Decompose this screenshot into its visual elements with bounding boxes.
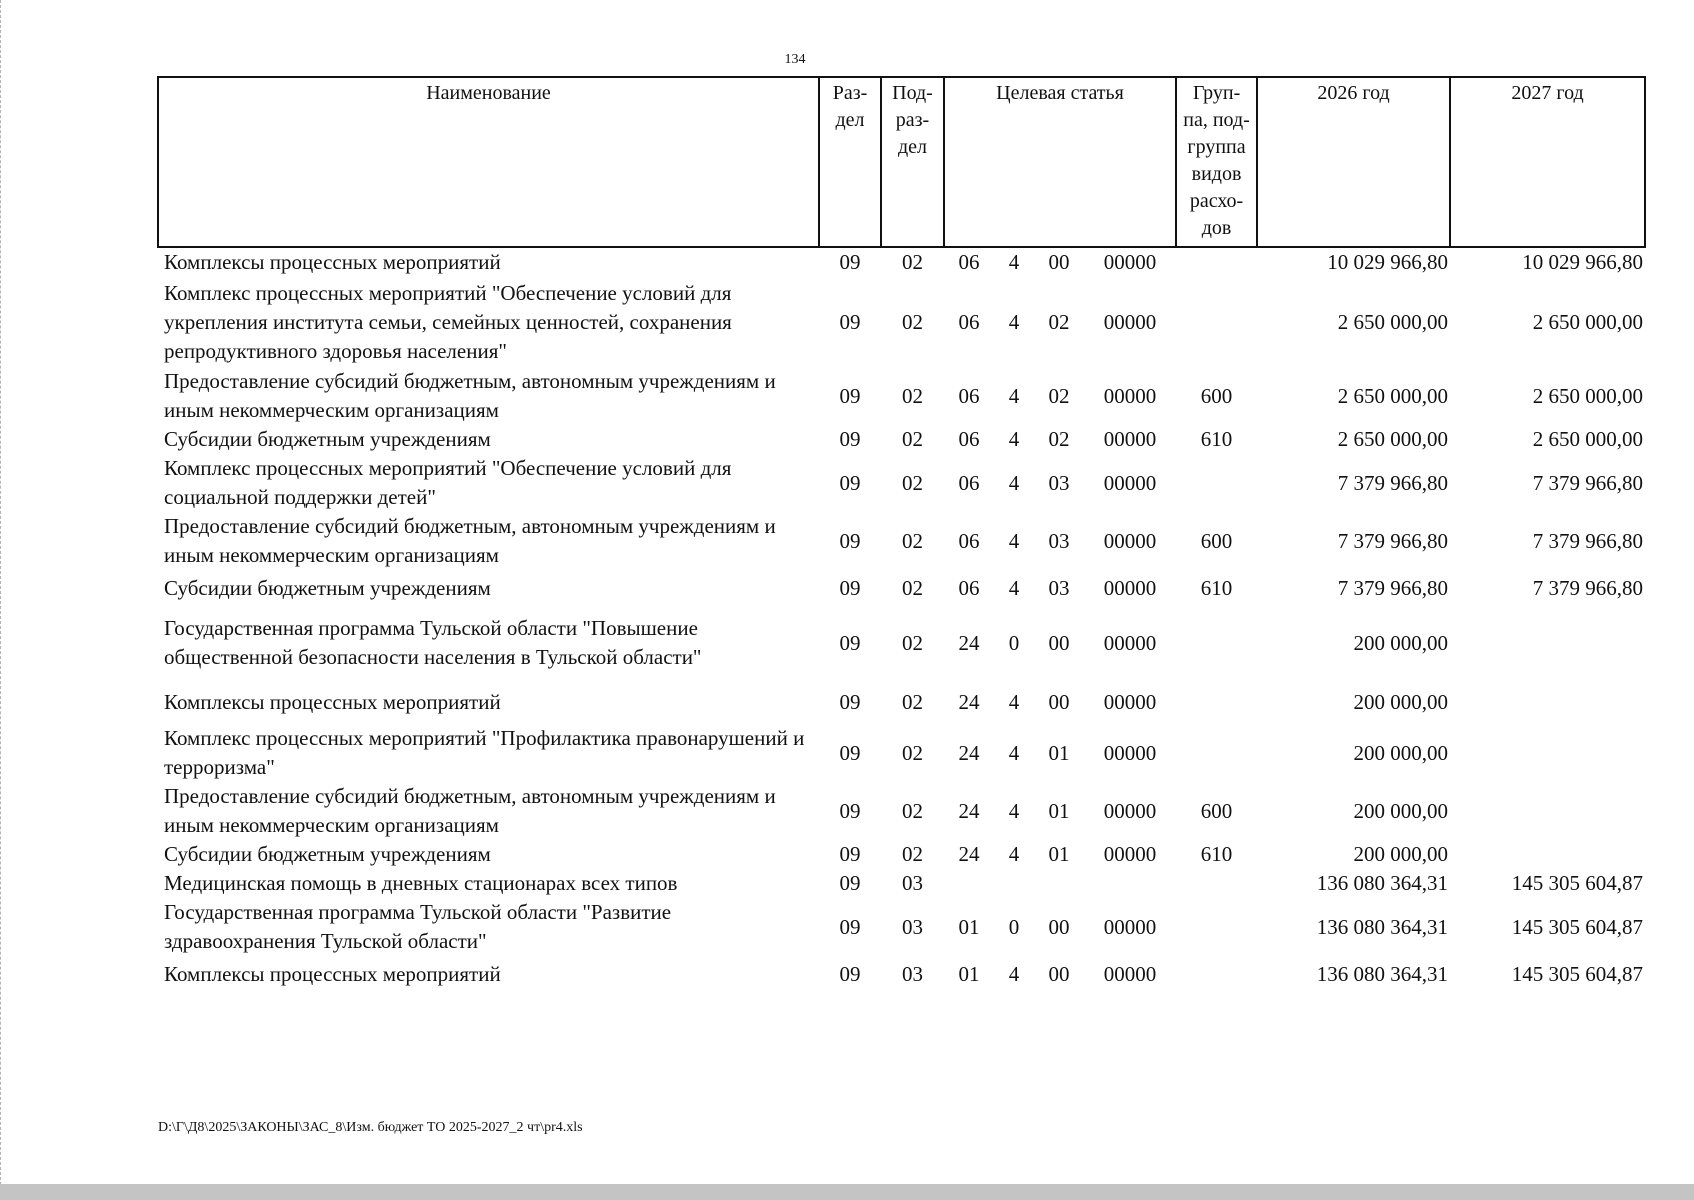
cell-target-type: 4: [1008, 250, 1020, 274]
cell-amount-2027: 10 029 966,80: [1522, 250, 1644, 274]
cell-target-type: 4: [1008, 575, 1020, 600]
cell-target-program: 06: [958, 528, 980, 553]
table-row: [158, 782, 1645, 840]
table-row: [158, 425, 1645, 454]
cell-target-type: 4: [1008, 798, 1020, 823]
cell-amount-2027: [1450, 782, 1645, 840]
cell-target-program: 01: [958, 961, 980, 986]
cell-name: Предоставление субсидий бюджетным, автономным учреждениям и иным некоммерческим организациям: [164, 514, 776, 567]
cell-target-program: 24: [958, 630, 980, 655]
table-row: [158, 367, 1645, 425]
cell-amount-2026: 7 379 966,80: [1337, 575, 1449, 600]
table-row: [158, 680, 1645, 724]
cell-name: Государственная программа Тульской области "Повышение общественной безопасности населения в Тульской области": [164, 616, 702, 669]
cell-target-direction: 00000: [1103, 842, 1157, 866]
header-podrazdel: Под- раз- дел: [881, 77, 944, 247]
cell-target-subprogram: 00: [1048, 961, 1070, 986]
cell-target-program: 06: [958, 309, 980, 334]
cell-name: Государственная программа Тульской области "Развитие здравоохранения Тульской области": [164, 900, 672, 953]
table-row: [158, 247, 1645, 277]
cell-name: Предоставление субсидий бюджетным, автономным учреждениям и иным некоммерческим организациям: [164, 784, 776, 837]
cell-podrazdel: 02: [902, 383, 923, 408]
cell-target-program: 24: [958, 689, 980, 714]
cell-name: Предоставление субсидий бюджетным, автономным учреждениям и иным некоммерческим организациям: [164, 369, 776, 422]
cell-target-direction: 00000: [1103, 309, 1157, 334]
cell-target-type: 4: [1008, 309, 1020, 334]
cell-target-direction: 00000: [1103, 575, 1157, 600]
cell-razdel: 09: [839, 528, 861, 553]
cell-target-subprogram: 03: [1048, 470, 1070, 495]
table-row: [158, 277, 1645, 367]
cell-target-subprogram: [1034, 869, 1084, 898]
cell-amount-2027: 2 650 000,00: [1532, 383, 1644, 408]
cell-expense-group: [1176, 898, 1257, 956]
header-target-article: Целевая статья: [944, 77, 1176, 247]
cell-target-program: 06: [958, 470, 980, 495]
cell-target-type: 4: [1008, 961, 1020, 986]
cell-razdel: 09: [839, 961, 861, 986]
cell-razdel: 09: [839, 871, 861, 895]
cell-podrazdel: 03: [902, 914, 923, 939]
cell-amount-2027: 145 305 604,87: [1511, 961, 1644, 986]
cell-amount-2026: 200 000,00: [1353, 740, 1449, 765]
header-name: Наименование: [158, 77, 819, 247]
cell-amount-2026: 10 029 966,80: [1327, 250, 1449, 274]
cell-target-direction: 00000: [1103, 528, 1157, 553]
cell-target-program: 24: [958, 740, 980, 765]
cell-podrazdel: 02: [902, 575, 923, 600]
cell-target-subprogram: 00: [1048, 689, 1070, 714]
cell-target-direction: 00000: [1103, 961, 1157, 986]
cell-target-subprogram: 02: [1048, 383, 1070, 408]
cell-amount-2026: 200 000,00: [1353, 630, 1449, 655]
cell-target-subprogram: 02: [1048, 427, 1070, 451]
cell-podrazdel: 02: [902, 250, 923, 274]
cell-target-direction: 00000: [1103, 740, 1157, 765]
cell-target-type: 4: [1008, 740, 1020, 765]
scan-edge: [0, 0, 5, 1200]
cell-target-program: 24: [958, 842, 980, 866]
cell-amount-2027: [1450, 606, 1645, 680]
cell-razdel: 09: [839, 689, 861, 714]
cell-razdel: 09: [839, 427, 861, 451]
cell-podrazdel: 02: [902, 528, 923, 553]
cell-name: Комплекс процессных мероприятий "Обеспечение условий для укрепления института семьи, семейных ценностей, сохранения репродуктивного здоровья населения": [164, 280, 732, 363]
header-2027: 2027 год: [1450, 77, 1645, 247]
cell-amount-2027: 2 650 000,00: [1532, 427, 1644, 451]
cell-podrazdel: 03: [902, 961, 923, 986]
cell-amount-2026: 136 080 364,31: [1316, 871, 1449, 895]
cell-podrazdel: 02: [902, 842, 923, 866]
cell-target-direction: 00000: [1103, 630, 1157, 655]
cell-amount-2027: [1450, 724, 1645, 782]
cell-target-subprogram: 03: [1048, 575, 1070, 600]
cell-razdel: 09: [839, 470, 861, 495]
table-row: [158, 454, 1645, 512]
cell-target-program: 24: [958, 798, 980, 823]
header-2026: 2026 год: [1257, 77, 1450, 247]
cell-target-type: [994, 869, 1034, 898]
table-row: [158, 869, 1645, 898]
cell-target-direction: 00000: [1103, 470, 1157, 495]
cell-target-type: 4: [1008, 383, 1020, 408]
cell-razdel: 09: [839, 798, 861, 823]
header-razdel: Раз- дел: [819, 77, 881, 247]
cell-target-subprogram: 00: [1048, 250, 1070, 274]
cell-target-subprogram: 02: [1048, 309, 1070, 334]
cell-name: Субсидии бюджетным учреждениям: [164, 842, 491, 866]
cell-podrazdel: 02: [902, 689, 923, 714]
cell-amount-2027: 2 650 000,00: [1532, 309, 1644, 334]
cell-amount-2027: 7 379 966,80: [1532, 575, 1644, 600]
table-body: [158, 247, 1645, 992]
cell-expense-group: 610: [1200, 427, 1233, 451]
cell-amount-2026: 200 000,00: [1353, 842, 1449, 866]
table-header-row: [158, 77, 1645, 247]
cell-expense-group: 610: [1200, 575, 1233, 600]
cell-amount-2026: 7 379 966,80: [1337, 528, 1449, 553]
cell-target-subprogram: 00: [1048, 630, 1070, 655]
page-number: 134: [784, 52, 806, 67]
cell-amount-2027: [1450, 680, 1645, 724]
cell-target-type: 4: [1008, 842, 1020, 866]
cell-podrazdel: 02: [902, 309, 923, 334]
cell-target-type: 4: [1008, 528, 1020, 553]
table-row: [158, 606, 1645, 680]
cell-expense-group: 600: [1200, 798, 1233, 823]
header-expense-group: Груп- па, под- группа видов расхо- дов: [1176, 77, 1257, 247]
cell-amount-2027: 145 305 604,87: [1511, 871, 1644, 895]
cell-expense-group: [1176, 869, 1257, 898]
cell-podrazdel: 02: [902, 740, 923, 765]
cell-target-direction: [1084, 869, 1176, 898]
cell-expense-group: [1176, 724, 1257, 782]
cell-target-subprogram: 01: [1048, 798, 1070, 823]
cell-amount-2027: [1450, 840, 1645, 869]
table-row: [158, 570, 1645, 606]
cell-expense-group: 600: [1200, 383, 1233, 408]
cell-target-type: 4: [1008, 427, 1020, 451]
file-path-footer: D:\Г\Д8\2025\ЗАКОНЫ\ЗАС_8\Изм. бюджет ТО 2025-2027_2 чт\pr4.xls: [158, 1120, 583, 1135]
cell-target-type: 0: [1008, 630, 1020, 655]
cell-expense-group: [1176, 247, 1257, 277]
cell-target-subprogram: 01: [1048, 740, 1070, 765]
cell-target-program: 06: [958, 250, 980, 274]
cell-amount-2026: 2 650 000,00: [1337, 383, 1449, 408]
cell-target-direction: 00000: [1103, 383, 1157, 408]
cell-name: Комплексы процессных мероприятий: [164, 250, 501, 274]
table-row: [158, 840, 1645, 869]
cell-razdel: 09: [839, 575, 861, 600]
cell-podrazdel: 02: [902, 470, 923, 495]
cell-amount-2026: 136 080 364,31: [1316, 914, 1449, 939]
cell-amount-2027: 145 305 604,87: [1511, 914, 1644, 939]
cell-razdel: 09: [839, 250, 861, 274]
cell-amount-2027: 7 379 966,80: [1532, 470, 1644, 495]
cell-razdel: 09: [839, 740, 861, 765]
cell-amount-2026: 7 379 966,80: [1337, 470, 1449, 495]
table-row: [158, 512, 1645, 570]
scan-bottom-band: [0, 1184, 1694, 1200]
cell-razdel: 09: [839, 842, 861, 866]
cell-target-subprogram: 00: [1048, 914, 1070, 939]
cell-amount-2026: 200 000,00: [1353, 798, 1449, 823]
cell-podrazdel: 02: [902, 798, 923, 823]
cell-target-type: 0: [1008, 914, 1020, 939]
cell-target-direction: 00000: [1103, 689, 1157, 714]
cell-expense-group: 610: [1200, 842, 1233, 866]
cell-expense-group: [1176, 277, 1257, 367]
cell-name: Медицинская помощь в дневных стационарах всех типов: [164, 871, 678, 895]
cell-expense-group: 600: [1200, 528, 1233, 553]
cell-razdel: 09: [839, 383, 861, 408]
cell-target-program: [944, 869, 994, 898]
cell-target-subprogram: 03: [1048, 528, 1070, 553]
cell-amount-2026: 2 650 000,00: [1337, 427, 1449, 451]
cell-target-program: 06: [958, 427, 980, 451]
cell-name: Комплекс процессных мероприятий "Профилактика правонарушений и терроризма": [164, 726, 805, 779]
cell-target-type: 4: [1008, 689, 1020, 714]
cell-target-subprogram: 01: [1048, 842, 1070, 866]
cell-expense-group: [1176, 956, 1257, 992]
cell-target-program: 01: [958, 914, 980, 939]
cell-target-direction: 00000: [1103, 427, 1157, 451]
cell-amount-2026: 200 000,00: [1353, 689, 1449, 714]
cell-target-type: 4: [1008, 470, 1020, 495]
cell-razdel: 09: [839, 630, 861, 655]
cell-podrazdel: 02: [902, 427, 923, 451]
cell-name: Субсидии бюджетным учреждениям: [164, 575, 491, 600]
cell-target-direction: 00000: [1103, 914, 1157, 939]
cell-amount-2027: 7 379 966,80: [1532, 528, 1644, 553]
cell-target-program: 06: [958, 383, 980, 408]
cell-podrazdel: 03: [902, 871, 923, 895]
budget-table: [157, 76, 1646, 992]
cell-razdel: 09: [839, 914, 861, 939]
cell-target-program: 06: [958, 575, 980, 600]
cell-amount-2026: 2 650 000,00: [1337, 309, 1449, 334]
cell-expense-group: [1176, 606, 1257, 680]
cell-expense-group: [1176, 680, 1257, 724]
cell-podrazdel: 02: [902, 630, 923, 655]
cell-target-direction: 00000: [1103, 250, 1157, 274]
cell-expense-group: [1176, 454, 1257, 512]
cell-amount-2026: 136 080 364,31: [1316, 961, 1449, 986]
cell-razdel: 09: [839, 309, 861, 334]
table-row: [158, 898, 1645, 956]
cell-name: Комплекс процессных мероприятий "Обеспечение условий для социальной поддержки детей": [164, 456, 732, 509]
cell-name: Субсидии бюджетным учреждениям: [164, 427, 491, 451]
cell-name: Комплексы процессных мероприятий: [164, 689, 501, 714]
cell-name: Комплексы процессных мероприятий: [164, 961, 501, 986]
cell-target-direction: 00000: [1103, 798, 1157, 823]
table-row: [158, 956, 1645, 992]
table-row: [158, 724, 1645, 782]
